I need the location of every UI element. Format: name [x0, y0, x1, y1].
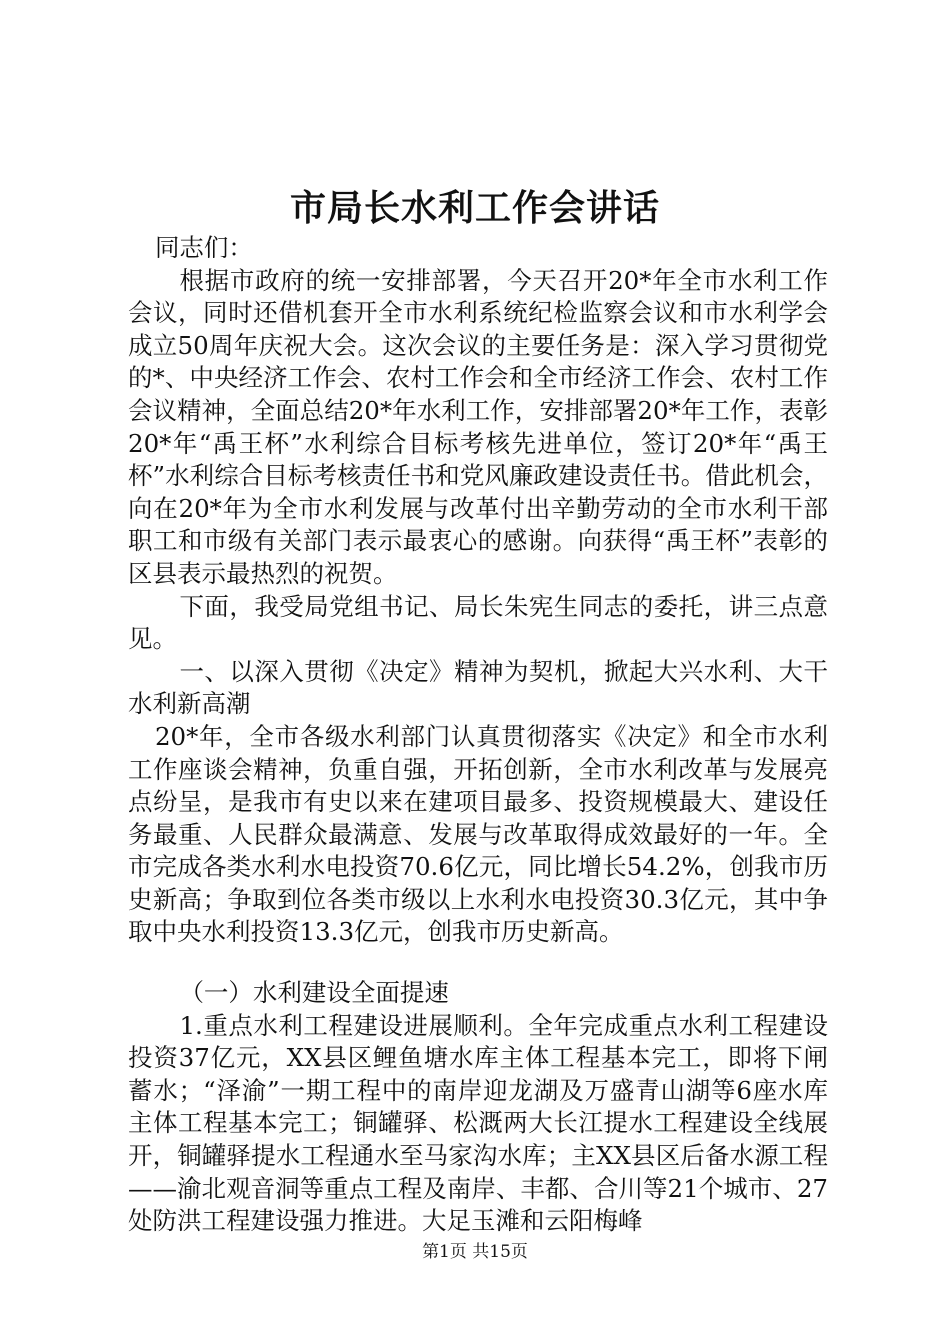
section-heading-1: 一、以深入贯彻《决定》精神为契机，掀起大兴水利、大干水利新高潮 — [128, 656, 828, 719]
paragraph-gap — [128, 949, 828, 977]
document-body — [128, 232, 828, 1238]
subsection-heading-1: （一）水利建设全面提速 — [179, 978, 449, 1008]
summary-paragraph: 20*年，全市各级水利部门认真贯彻落实《决定》和全市水利工作座谈会精神，负重自强，开拓创新，全市水利改革与发展亮点纷呈，是我市有史以来在建项目最多、投资规模最大、建设任务最重、人民群众最满意、发展与改革取得成效最好的一年。全市完成各类水利水电投资70.6亿元，同比增长54.2%，创我市历史新高；争取到位各类市级以上水利水电投资30.3亿元，其中争取中央水利投资13.3亿元，创我市历史新高。 — [128, 721, 828, 947]
greeting-paragraph: 同志们： — [154, 233, 253, 262]
opening-paragraph: 根据市政府的统一安排部署，今天召开20*年全市水利工作会议，同时还借机套开全市水利系统纪检监察会议和市水利学会成立50周年庆祝大会。这次会议的主要任务是：深入学习贯彻党的*、中央经济工作会、农村工作会和全市经济工作会、农村工作会议精神，全面总结20*年水利工作，安排部署20*年工作，表彰20*年“禹王杯”水利综合目标考核先进单位，签订20*年“禹王杯”水利综合目标考核责任书和党风廉政建设责任书。借此机会，向在20*年为全市水利发展与改革付出辛勤劳动的全市水利干部职工和市级有关部门表示最衷心的感谢。向获得“禹王杯”表彰的区县表示最热烈的祝贺。 — [128, 265, 828, 588]
document-title: 市局长水利工作会讲话 — [289, 187, 660, 229]
page-number-footer: 第1页 共15页 — [422, 1242, 528, 1262]
intro-paragraph: 下面，我受局党组书记、局长朱宪生同志的委托，讲三点意见。 — [128, 591, 828, 654]
item-paragraph-1: 1.重点水利工程建设进展顺利。全年完成重点水利工程建设投资37亿元，XX县区鲤鱼塘水库主体工程基本完工，即将下闸蓄水；“泽渝”一期工程中的南岸迎龙湖及万盛青山湖等6座水库主体工程基本完工；铜罐驿、松溉两大长江提水工程建设全线展开，铜罐驿提水工程通水至马家沟水库；主XX县区后备水源工程——渝北观音洞等重点工程及南岸、丰都、合川等21个城市、27处防洪工程建设强力推进。大足玉滩和云阳梅峰 — [128, 1010, 828, 1236]
